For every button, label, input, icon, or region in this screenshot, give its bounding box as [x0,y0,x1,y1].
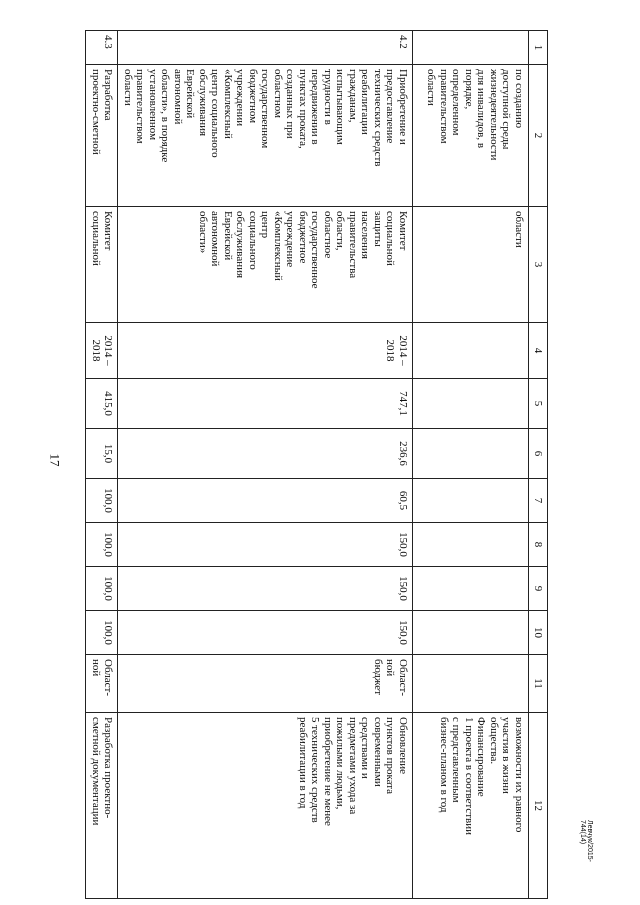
page-number: 17 [47,453,63,467]
expected-result-cell: Обновление пунктов проката современными средствами и предметами ухода за пожилыми людьми, приобретение не менее 5 технических средств реабилитации в год [118,713,413,899]
column-header: 12 [529,713,548,899]
measure-name-cell: Приобретение и предоставление технических средств реабилитации гражданам, испытывающим трудности в передвижении в пунктах проката, созданных при областном государственном бюджетном учреждении «Комплексный центр социального обслуживания Еврейской автономной области», в порядке установленном правительством области [118,65,413,207]
column-header: 3 [529,207,548,323]
row-number-cell [413,31,529,65]
year-2014-cell: 236,6 [118,429,413,479]
year-2016-cell [413,523,529,567]
period-cell [413,323,529,379]
column-header: 5 [529,379,548,429]
funding-source-cell [413,655,529,713]
rotated-table-wrapper [2,30,548,898]
expected-result-cell: Разработка проектно- сметной документации [86,713,118,899]
table-row [86,31,118,899]
year-2014-cell [413,429,529,479]
year-2017-cell: 150,0 [118,567,413,611]
year-2015-cell: 100,0 [86,479,118,523]
row-number-cell: 4.2 [118,31,413,65]
program-measures-table [86,30,549,899]
year-2015-cell [413,479,529,523]
funding-source-cell: Област- ной [86,655,118,713]
year-2017-cell [413,567,529,611]
year-2018-cell: 150,0 [118,611,413,655]
column-header: 1 [529,31,548,65]
total-cell: 415,0 [86,379,118,429]
year-2016-cell: 150,0 [118,523,413,567]
column-header: 7 [529,479,548,523]
executor-cell: Комитет социальной [86,207,118,323]
row-number-cell: 4.3 [86,31,118,65]
column-header: 4 [529,323,548,379]
year-2015-cell: 60,5 [118,479,413,523]
column-header: 2 [529,65,548,207]
column-header: 6 [529,429,548,479]
total-cell [413,379,529,429]
column-header: 8 [529,523,548,567]
period-cell: 2014 – 2018 [118,323,413,379]
executor-cell: Комитет социальной защиты населения правительства области, областное государственное бюджетное учреждение «Комплексный центр социального обслуживания Еврейской автономной области» [118,207,413,323]
period-cell: 2014 – 2018 [86,323,118,379]
measure-name-cell: Разработка проектно-сметной [86,65,118,207]
year-2016-cell: 100,0 [86,523,118,567]
column-header: 11 [529,655,548,713]
header-row [529,31,548,899]
total-cell: 747,1 [118,379,413,429]
table-row [413,31,529,899]
executor-cell: области [413,207,529,323]
year-2018-cell [413,611,529,655]
expected-result-cell: возможности их равного участия в жизни общества. Финансирование 1 проекта в соответствии с представленным бизнес-планом в год [413,713,529,899]
column-header: 9 [529,567,548,611]
year-2017-cell: 100,0 [86,567,118,611]
funding-source-cell: Област- ной бюджет [118,655,413,713]
year-2018-cell: 100,0 [86,611,118,655]
column-header: 10 [529,611,548,655]
year-2014-cell: 15,0 [86,429,118,479]
measure-name-cell: по созданию доступной среды жизнедеятельности для инвалидов, в порядке, определенном правительством области [413,65,529,207]
document-stamp: Левчук/2015-744(14) [579,820,593,862]
table-row [118,31,413,899]
